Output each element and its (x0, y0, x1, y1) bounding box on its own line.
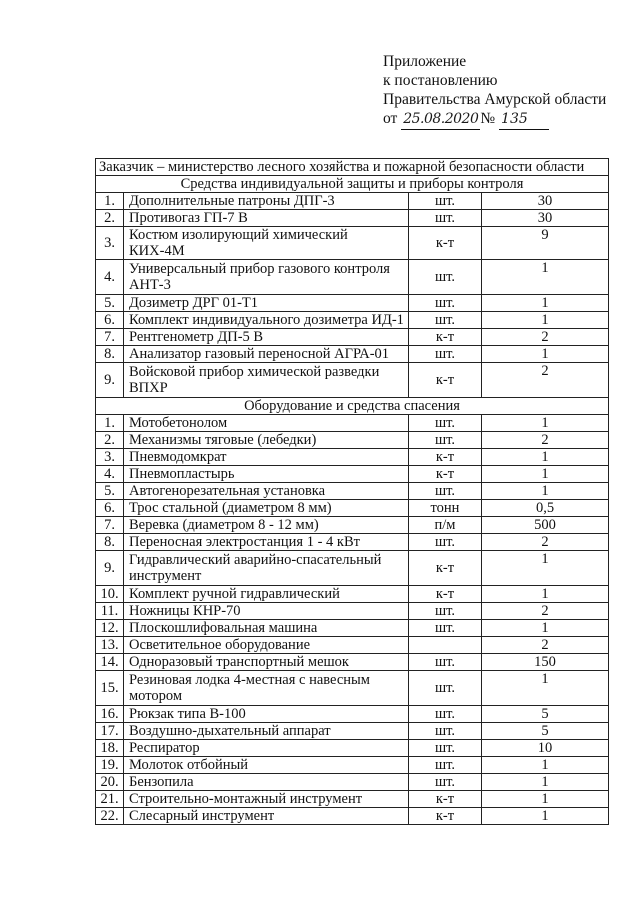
item-quantity: 0,5 (482, 500, 609, 517)
row-number: 6. (96, 500, 124, 517)
item-name: Комплект индивидуального дозиметра ИД-1 (124, 312, 409, 329)
item-name: Механизмы тяговые (лебедки) (124, 432, 409, 449)
row-number: 13. (96, 637, 124, 654)
item-name: Переносная электростанция 1 - 4 кВт (124, 534, 409, 551)
table-row (96, 791, 609, 808)
item-name: Войсковой прибор химической разведки ВПХР (124, 363, 409, 398)
item-name: Слесарный инструмент (124, 808, 409, 825)
table-row (96, 260, 609, 295)
item-unit: шт. (409, 415, 482, 432)
item-name: Бензопила (124, 774, 409, 791)
item-unit: шт. (409, 312, 482, 329)
item-unit: шт. (409, 620, 482, 637)
table-row (96, 363, 609, 398)
table-row (96, 500, 609, 517)
item-unit: к-т (409, 363, 482, 398)
header-date-line (383, 109, 606, 130)
item-name: Трос стальной (диаметром 8 мм) (124, 500, 409, 517)
item-name: Пневмодомкрат (124, 449, 409, 466)
table-row (96, 723, 609, 740)
item-unit: к-т (409, 329, 482, 346)
customer-row (96, 159, 609, 176)
item-name: Комплект ручной гидравлический (124, 586, 409, 603)
row-number: 21. (96, 791, 124, 808)
item-unit: шт. (409, 534, 482, 551)
section-title: Средства индивидуальной защиты и приборы контроля (96, 176, 609, 193)
table-row (96, 774, 609, 791)
row-number: 3. (96, 227, 124, 260)
item-unit: шт. (409, 295, 482, 312)
item-quantity: 150 (482, 654, 609, 671)
item-quantity: 500 (482, 517, 609, 534)
row-number: 6. (96, 312, 124, 329)
header-ot: от (383, 110, 398, 127)
header-line-appendix: Приложение (383, 53, 467, 70)
row-number: 9. (96, 551, 124, 586)
customer-cell: Заказчик – министерство лесного хозяйства и пожарной безопасности области (96, 159, 609, 176)
item-name: Молоток отбойный (124, 757, 409, 774)
item-quantity: 1 (482, 466, 609, 483)
item-name: Веревка (диаметром 8 - 12 мм) (124, 517, 409, 534)
item-unit: шт. (409, 483, 482, 500)
item-unit: шт. (409, 210, 482, 227)
table-row (96, 551, 609, 586)
item-name: Строительно-монтажный инструмент (124, 791, 409, 808)
item-unit: к-т (409, 808, 482, 825)
row-number: 10. (96, 586, 124, 603)
item-quantity: 2 (482, 329, 609, 346)
header-line-government: Правительства Амурской области (383, 91, 607, 108)
row-number: 1. (96, 415, 124, 432)
item-unit: шт. (409, 346, 482, 363)
item-quantity: 2 (482, 637, 609, 654)
row-number: 3. (96, 449, 124, 466)
item-quantity: 2 (482, 363, 609, 398)
item-quantity: 1 (482, 295, 609, 312)
item-name: Пневмопластырь (124, 466, 409, 483)
row-number: 9. (96, 363, 124, 398)
table-row (96, 227, 609, 260)
table-row (96, 210, 609, 227)
item-name: Универсальный прибор газового контроля АНТ-3 (124, 260, 409, 295)
item-quantity: 30 (482, 210, 609, 227)
table-row (96, 346, 609, 363)
row-number: 15. (96, 671, 124, 706)
table-row (96, 449, 609, 466)
item-quantity: 1 (482, 551, 609, 586)
item-unit: к-т (409, 586, 482, 603)
number-sign: № (480, 110, 496, 127)
table-row (96, 603, 609, 620)
item-name: Одноразовый транспортный мешок (124, 654, 409, 671)
table-row (96, 586, 609, 603)
item-quantity: 10 (482, 740, 609, 757)
item-unit: шт. (409, 193, 482, 210)
item-quantity: 2 (482, 534, 609, 551)
item-name: Рентгенометр ДП-5 В (124, 329, 409, 346)
item-unit: п/м (409, 517, 482, 534)
section-header-row (96, 176, 609, 193)
item-quantity: 1 (482, 620, 609, 637)
section-header-row (96, 398, 609, 415)
item-unit: шт. (409, 654, 482, 671)
item-unit: к-т (409, 449, 482, 466)
item-name: Рюкзак типа В-100 (124, 706, 409, 723)
item-unit: шт. (409, 740, 482, 757)
item-quantity: 1 (482, 757, 609, 774)
table-row (96, 808, 609, 825)
item-name: Осветительное оборудование (124, 637, 409, 654)
item-quantity: 1 (482, 671, 609, 706)
table-row (96, 706, 609, 723)
item-quantity: 2 (482, 603, 609, 620)
item-quantity: 1 (482, 312, 609, 329)
item-unit: шт. (409, 757, 482, 774)
item-quantity: 1 (482, 449, 609, 466)
table-row (96, 671, 609, 706)
item-unit: шт. (409, 723, 482, 740)
row-number: 8. (96, 534, 124, 551)
row-number: 14. (96, 654, 124, 671)
row-number: 8. (96, 346, 124, 363)
item-quantity: 1 (482, 346, 609, 363)
item-unit (409, 637, 482, 654)
appendix-header (383, 52, 606, 130)
table-row (96, 415, 609, 432)
row-number: 1. (96, 193, 124, 210)
table-row (96, 637, 609, 654)
item-quantity: 5 (482, 706, 609, 723)
table-row (96, 312, 609, 329)
item-unit: шт. (409, 774, 482, 791)
table-row (96, 483, 609, 500)
item-name: Плоскошлифовальная машина (124, 620, 409, 637)
table-row (96, 193, 609, 210)
row-number: 4. (96, 466, 124, 483)
item-name: Резиновая лодка 4-местная с навесным мотором (124, 671, 409, 706)
item-name: Гидравлический аварийно-спасательный инструмент (124, 551, 409, 586)
table-row (96, 432, 609, 449)
table-row (96, 757, 609, 774)
table-row (96, 620, 609, 637)
table-row (96, 517, 609, 534)
item-unit: шт. (409, 432, 482, 449)
handwritten-date: 25.08.2020 (401, 110, 480, 130)
item-unit: к-т (409, 551, 482, 586)
row-number: 20. (96, 774, 124, 791)
item-quantity: 1 (482, 791, 609, 808)
row-number: 2. (96, 210, 124, 227)
item-unit: тонн (409, 500, 482, 517)
item-name: Воздушно-дыхательный аппарат (124, 723, 409, 740)
item-quantity: 1 (482, 774, 609, 791)
item-unit: шт. (409, 260, 482, 295)
item-unit: шт. (409, 671, 482, 706)
item-name: Противогаз ГП-7 В (124, 210, 409, 227)
item-name: Автогенорезательная установка (124, 483, 409, 500)
item-quantity: 1 (482, 808, 609, 825)
header-line-resolution: к постановлению (383, 72, 498, 89)
section-title: Оборудование и средства спасения (96, 398, 609, 415)
table-row (96, 329, 609, 346)
row-number: 5. (96, 295, 124, 312)
row-number: 4. (96, 260, 124, 295)
table-row (96, 654, 609, 671)
row-number: 12. (96, 620, 124, 637)
item-unit: к-т (409, 227, 482, 260)
row-number: 7. (96, 329, 124, 346)
item-quantity: 1 (482, 260, 609, 295)
item-unit: к-т (409, 466, 482, 483)
table-row (96, 534, 609, 551)
row-number: 5. (96, 483, 124, 500)
handwritten-number: 135 (499, 110, 549, 130)
item-name: Мотобетонолом (124, 415, 409, 432)
row-number: 16. (96, 706, 124, 723)
item-name: Костюм изолирующий химический КИХ-4М (124, 227, 409, 260)
item-name: Анализатор газовый переносной АГРА-01 (124, 346, 409, 363)
item-quantity: 5 (482, 723, 609, 740)
row-number: 18. (96, 740, 124, 757)
table-row (96, 466, 609, 483)
item-name: Дозиметр ДРГ 01-Т1 (124, 295, 409, 312)
equipment-table (95, 158, 609, 825)
row-number: 7. (96, 517, 124, 534)
item-quantity: 1 (482, 415, 609, 432)
item-unit: к-т (409, 791, 482, 808)
item-unit: шт. (409, 706, 482, 723)
item-name: Ножницы КНР-70 (124, 603, 409, 620)
table-row (96, 295, 609, 312)
item-name: Дополнительные патроны ДПГ-3 (124, 193, 409, 210)
row-number: 11. (96, 603, 124, 620)
row-number: 22. (96, 808, 124, 825)
item-quantity: 9 (482, 227, 609, 260)
item-quantity: 2 (482, 432, 609, 449)
item-quantity: 1 (482, 483, 609, 500)
item-quantity: 30 (482, 193, 609, 210)
row-number: 17. (96, 723, 124, 740)
item-quantity: 1 (482, 586, 609, 603)
row-number: 2. (96, 432, 124, 449)
item-name: Респиратор (124, 740, 409, 757)
table-row (96, 740, 609, 757)
item-unit: шт. (409, 603, 482, 620)
row-number: 19. (96, 757, 124, 774)
